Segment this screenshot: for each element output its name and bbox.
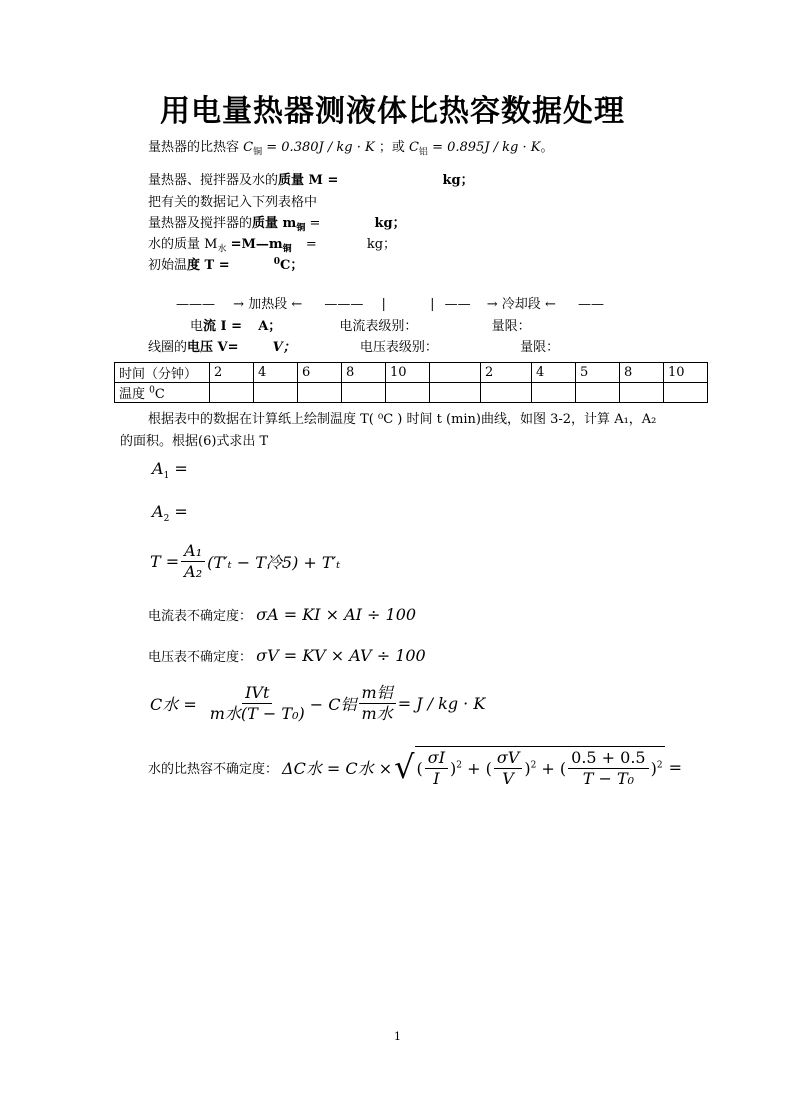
fraction: $\frac{\sigma I}{I}$ [425,749,448,789]
t-formula: T = $\frac{\text{A₁}}{\text{A₂}}$ (T′ₜ − T冷5) + T′ₜ [150,541,341,582]
fraction: $\frac{\text{m铝}}{\text{m水}}$ [359,684,396,724]
table-cell [210,383,254,403]
table-cell: 时间（分钟） [115,363,210,383]
segments-line: ——— → 加热段 ← ——— | | —— → 冷却段 ← —— [176,297,604,312]
sqrt-body: ( $\frac{\sigma I}{I}$ )$^2$ + ( $\frac{\sigma V}{V}$ )$^2$ + ( $\frac{0.5 + 0.5}{\text{T − T₀}}$ )$^2$ [416,748,663,789]
table-cell [481,383,532,403]
table-cell [430,363,481,383]
fraction: $\frac{\text{A₁}}{\text{A₂}}$ [181,542,205,582]
uncertainty-line: 水的比热容不确定度： ΔC水 = C水 × √ ( $\frac{\sigma I}{I}$ )$^2$ + ( $\frac{\sigma V}{V}$ )$^2$ + ( $\frac{0.5 + 0.5}{\text{T − T₀}}$ )$^2$ = [148,748,682,789]
table-cell: 6 [298,363,342,383]
table-cell [254,383,298,403]
page-number: 1 [394,1030,401,1043]
specific-heat-line: 量热器的比热容 $C_铜 = 0.380J$ / kg · K ；或 $C_铝 = 0.895J$ / kg · K。 [148,140,554,158]
table-cell: 10 [664,363,708,383]
sigma-a-line: 电流表不确定度： σA = KI × AI ÷ 100 [148,605,417,624]
current-line: 电流 I = A； 电流表级别： 量限： [190,319,531,334]
table-cell: 8 [620,363,664,383]
data-table [114,362,708,403]
table-cell [298,383,342,403]
sqrt-icon: √ [394,748,415,787]
fraction: $\frac{0.5 + 0.5}{\text{T − T₀}}$ [568,749,648,789]
record-instruction: 把有关的数据记入下列表格中 [148,195,318,210]
table-cell: 10 [386,363,430,383]
table-cell: 8 [342,363,386,383]
initial-temp-line: 初始温度 T = $^0$C； [148,256,304,273]
table-cell [664,383,708,403]
table-cell: 4 [532,363,576,383]
table-cell: 5 [576,363,620,383]
table-cell [576,383,620,403]
table-cell [532,383,576,403]
table-row [115,363,708,383]
table-cell: 温度 $^0$C [115,383,210,403]
mass-calorimeter-line: 量热器及搅拌器的质量 $m_铜$ = kg； [148,216,406,234]
paragraph-1: 根据表中的数据在计算纸上绘制温度 T( ⁰C ) 时间 t (min)曲线，如图 3-2，计算 A₁，A₂ [148,412,657,427]
fraction: $\frac{\sigma V}{V}$ [494,749,522,789]
fraction: $\frac{\text{IVt}}{\text{m水(T − T₀)}}$ [209,683,305,724]
mass-total-line: 量热器、搅拌器及水的质量 M = kg； [148,173,474,188]
table-row [115,383,708,403]
a2-line: $A_2$ = [152,502,188,525]
table-cell [342,383,386,403]
page-title: 用电量热器测液体比热容数据处理 [160,94,625,129]
voltage-line: 线圈的电压 V= V； 电压表级别： 量限： [148,340,560,355]
mass-water-line: 水的质量 $M_水$ $=M—m_铜$ = kg； [148,237,397,255]
table-cell [430,383,481,403]
c-water-formula: C水 = $\frac{\text{IVt}}{\text{m水(T − T₀)}}$ − C铝 $\frac{\text{m铝}}{\text{m水}}$ = J / kg · K [150,683,486,724]
table-cell: 2 [481,363,532,383]
sigma-v-line: 电压表不确定度： σV = KV × AV ÷ 100 [148,646,426,665]
table-cell: 2 [210,363,254,383]
paragraph-2: 的面积。根据(6)式求出 T [120,434,269,449]
table-cell [386,383,430,403]
a1-line: $A_1$ = [152,459,188,482]
table-cell: 4 [254,363,298,383]
table-cell [620,383,664,403]
